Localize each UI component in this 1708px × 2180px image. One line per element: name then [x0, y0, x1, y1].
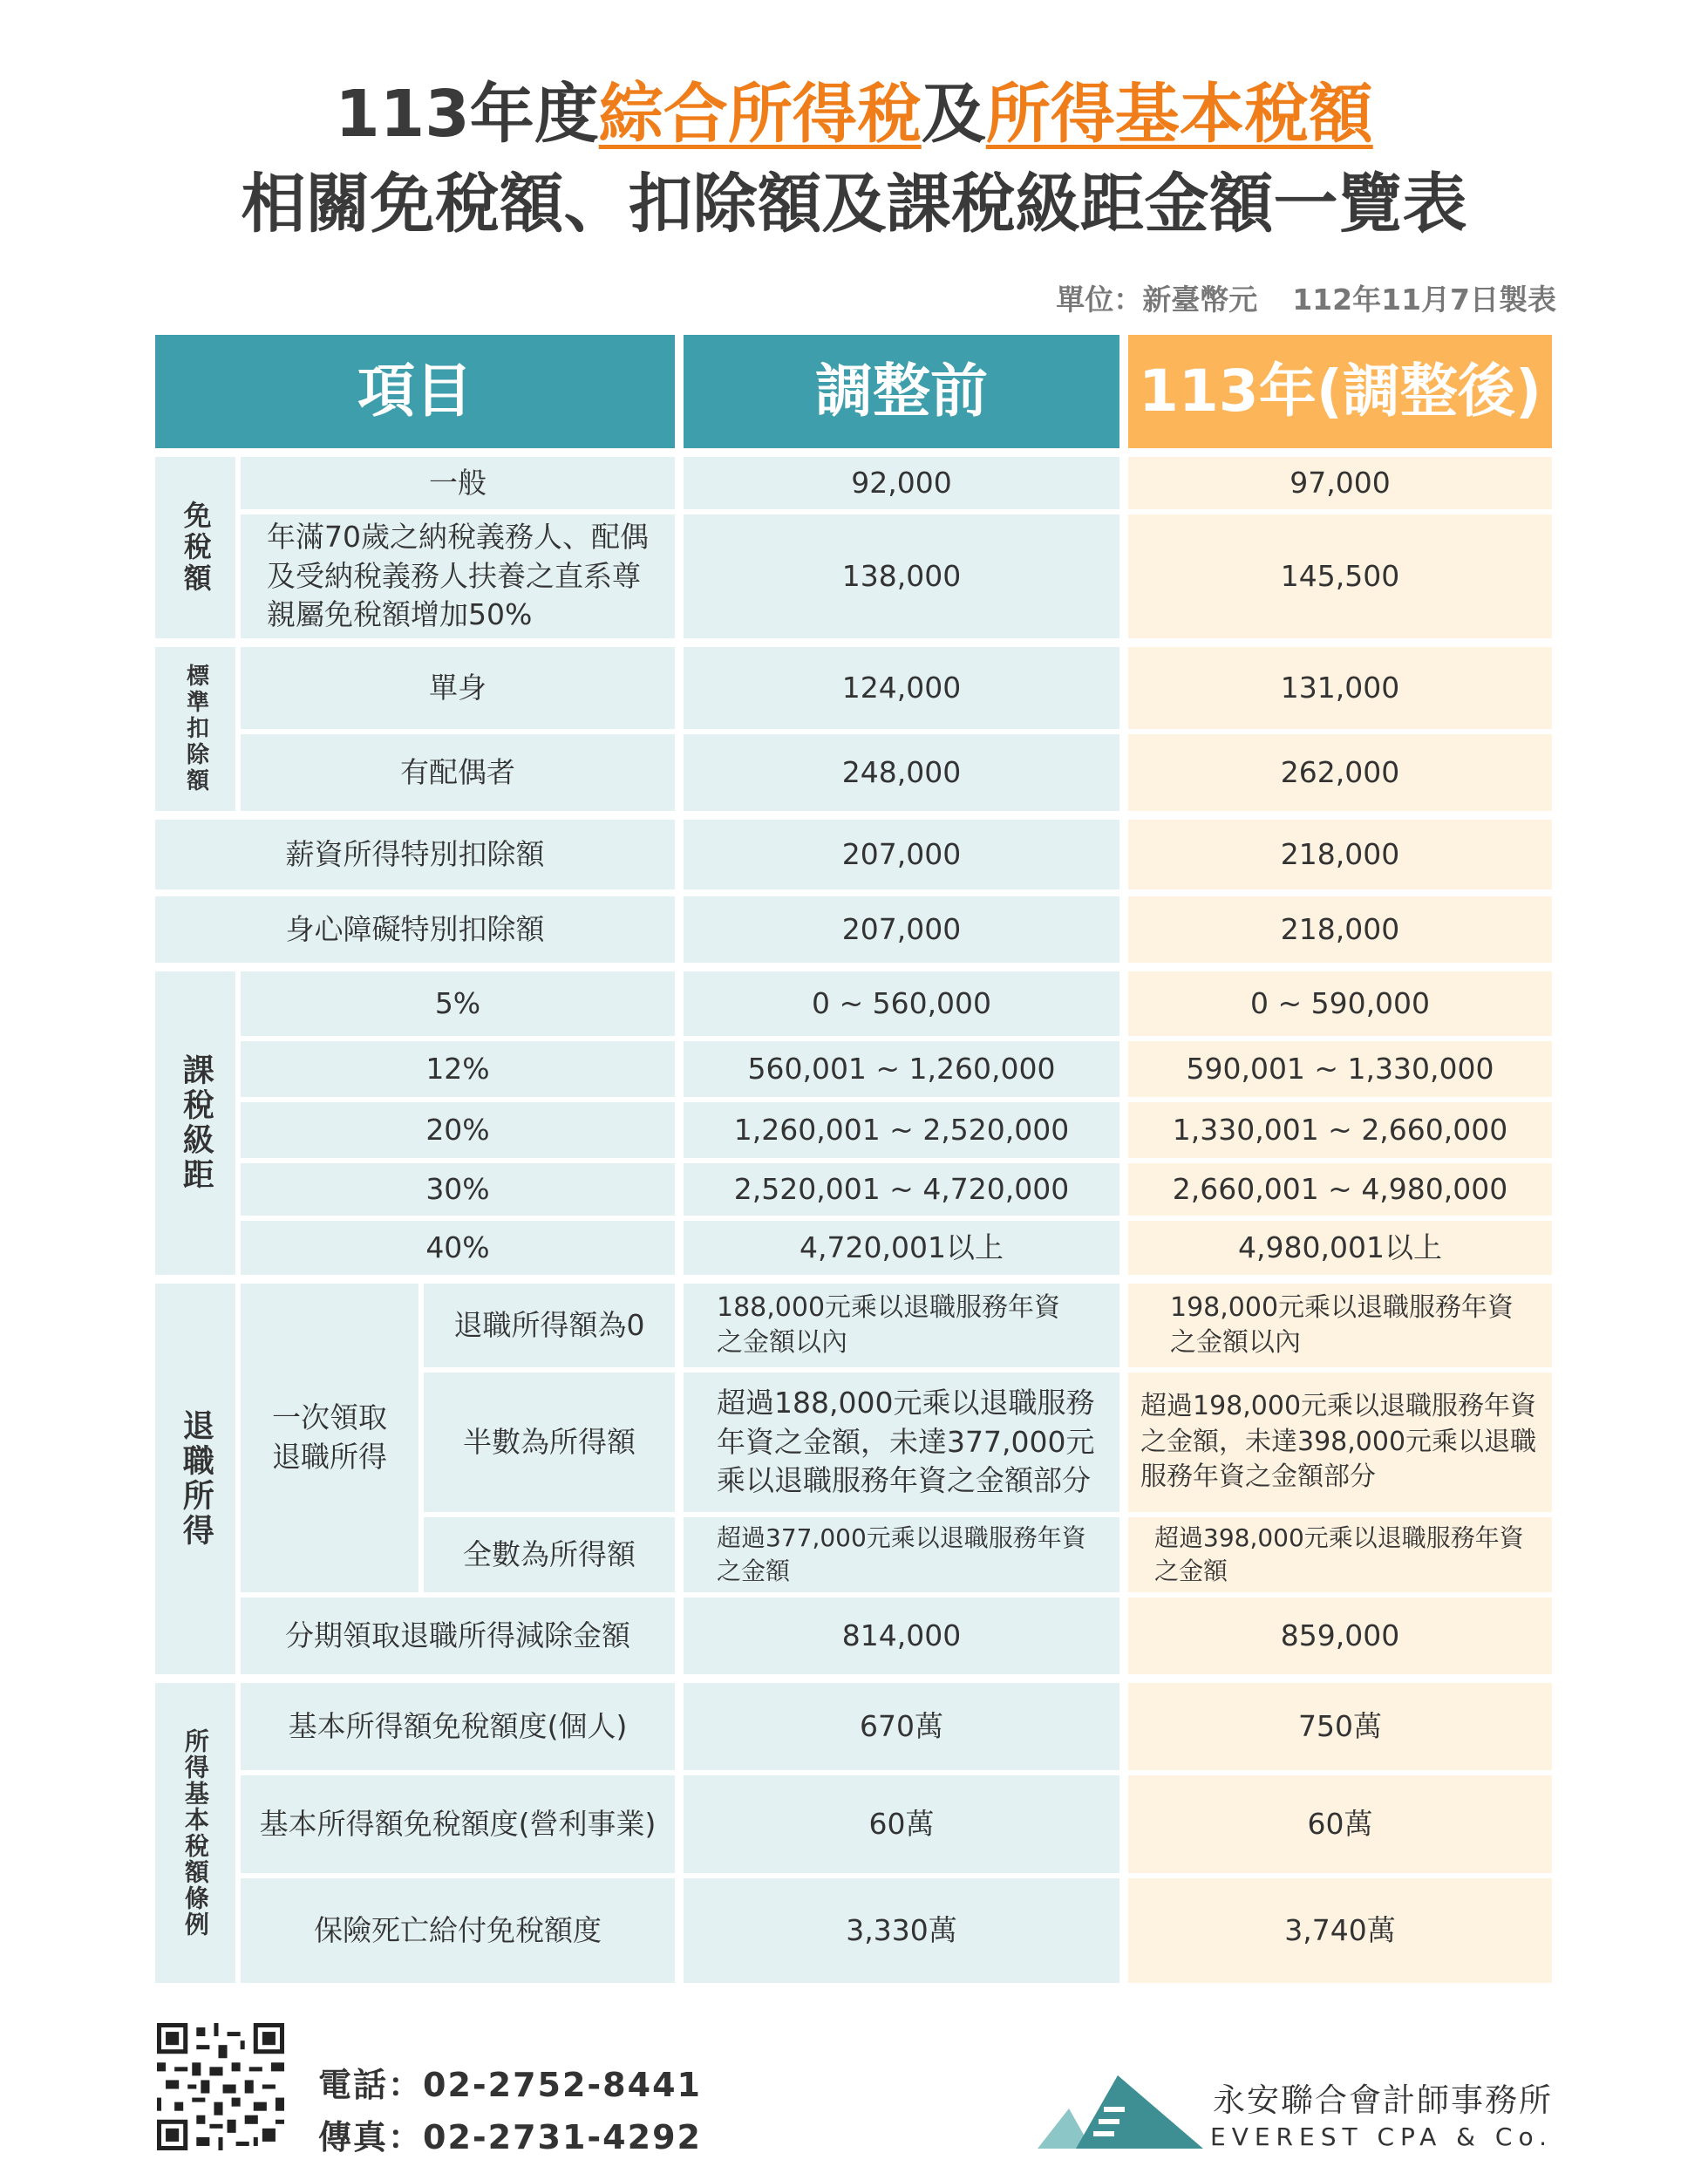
- mountain-logo-icon: [1038, 2068, 1203, 2152]
- retirement-half-before: 超過188,000元乘以退職服務年資之金額，未達377,000元乘以退職服務年資之金額部分: [684, 1373, 1119, 1512]
- standard-married-before: 248,000: [684, 734, 1119, 811]
- standard-single-before: 124,000: [684, 647, 1119, 729]
- unit-and-date: 單位：新臺幣元 112年11月7日製表: [1056, 283, 1556, 317]
- bracket-rate: 12%: [241, 1041, 675, 1097]
- standard-single-after: 131,000: [1128, 647, 1552, 729]
- retirement-installment-after: 859,000: [1128, 1598, 1552, 1674]
- header-item: 項目: [155, 335, 675, 448]
- bracket-after: 2,660,001 ~ 4,980,000: [1128, 1163, 1552, 1216]
- basic-individual-label: 基本所得額免稅額度(個人): [241, 1683, 675, 1770]
- bracket-rate: 40%: [241, 1221, 675, 1275]
- standard-single-label: 單身: [241, 647, 675, 729]
- retirement-zero-before: 188,000元乘以退職服務年資之金額以內: [684, 1284, 1119, 1367]
- retirement-zero-label: 退職所得額為0: [424, 1284, 675, 1367]
- retirement-half-after: 超過198,000元乘以退職服務年資之金額，未達398,000元乘以退職服務年資之金額部分: [1128, 1373, 1552, 1512]
- basic-enterprise-after: 60萬: [1128, 1775, 1552, 1873]
- standard-married-after: 262,000: [1128, 734, 1552, 811]
- bracket-before: 2,520,001 ~ 4,720,000: [684, 1163, 1119, 1216]
- exemption-general-after: 97,000: [1128, 457, 1552, 509]
- standard-married-label: 有配偶者: [241, 734, 675, 811]
- retirement-lump-sum-label: 一次領取退職所得: [241, 1284, 418, 1592]
- salary-before: 207,000: [684, 820, 1119, 889]
- exemption-elderly-before: 138,000: [684, 514, 1119, 638]
- bracket-after: 1,330,001 ~ 2,660,000: [1128, 1102, 1552, 1158]
- disability-before: 207,000: [684, 896, 1119, 963]
- highlight-income-tax: 綜合所得稅: [598, 77, 922, 152]
- salary-after: 218,000: [1128, 820, 1552, 889]
- basic-insurance-before: 3,330萬: [684, 1878, 1119, 1983]
- header-before: 調整前: [684, 335, 1119, 448]
- header-after: 113年(調整後): [1128, 335, 1552, 448]
- basic-insurance-label: 保險死亡給付免稅額度: [241, 1878, 675, 1983]
- basic-enterprise-before: 60萬: [684, 1775, 1119, 1873]
- firm-name-en: EVEREST CPA & Co.: [1210, 2122, 1553, 2151]
- retirement-zero-after: 198,000元乘以退職服務年資之金額以內: [1128, 1284, 1552, 1367]
- exemption-general-label: 一般: [241, 457, 675, 509]
- exemption-elderly-after: 145,500: [1128, 514, 1552, 638]
- group-tax-brackets: 課稅級距: [155, 971, 235, 1275]
- qr-code-icon: [157, 2023, 284, 2150]
- bracket-after: 0 ~ 590,000: [1128, 971, 1552, 1036]
- highlight-basic-tax: 所得基本稅額: [985, 77, 1373, 152]
- retirement-installment-label: 分期領取退職所得減除金額: [241, 1598, 675, 1674]
- group-retirement-income: 退職所得: [155, 1284, 235, 1674]
- retirement-full-after: 超過398,000元乘以退職服務年資之金額: [1128, 1517, 1552, 1592]
- retirement-full-before: 超過377,000元乘以退職服務年資之金額: [684, 1517, 1119, 1592]
- group-exemption: 免稅額: [155, 457, 235, 638]
- page-title-line2: 相關免稅額、扣除額及課稅級距金額一覽表: [241, 167, 1467, 242]
- group-basic-tax-act: 所得基本稅額條例: [155, 1683, 235, 1983]
- bracket-rate: 30%: [241, 1163, 675, 1216]
- basic-insurance-after: 3,740萬: [1128, 1878, 1552, 1983]
- page-title-line1: 113年度綜合所得稅及所得基本稅額: [335, 77, 1373, 152]
- basic-enterprise-label: 基本所得額免稅額度(營利事業): [241, 1775, 675, 1873]
- retirement-installment-before: 814,000: [684, 1598, 1119, 1674]
- salary-label: 薪資所得特別扣除額: [155, 820, 675, 889]
- bracket-after: 4,980,001以上: [1128, 1221, 1552, 1275]
- bracket-before: 4,720,001以上: [684, 1221, 1119, 1275]
- retirement-half-label: 半數為所得額: [424, 1373, 675, 1512]
- exemption-general-before: 92,000: [684, 457, 1119, 509]
- exemption-elderly-label: 年滿70歲之納稅義務人、配偶及受納稅義務人扶養之直系尊親屬免稅額增加50%: [241, 514, 675, 638]
- phone-number: 電話：02-2752-8441: [318, 2066, 702, 2104]
- disability-after: 218,000: [1128, 896, 1552, 963]
- bracket-before: 0 ~ 560,000: [684, 971, 1119, 1036]
- bracket-rate: 5%: [241, 971, 675, 1036]
- bracket-rate: 20%: [241, 1102, 675, 1158]
- fax-number: 傳真：02-2731-4292: [318, 2118, 702, 2156]
- group-standard-deduction: 標準扣除額: [155, 647, 235, 811]
- disability-label: 身心障礙特別扣除額: [155, 896, 675, 963]
- basic-individual-after: 750萬: [1128, 1683, 1552, 1770]
- bracket-before: 1,260,001 ~ 2,520,000: [684, 1102, 1119, 1158]
- retirement-full-label: 全數為所得額: [424, 1517, 675, 1592]
- bracket-before: 560,001 ~ 1,260,000: [684, 1041, 1119, 1097]
- bracket-after: 590,001 ~ 1,330,000: [1128, 1041, 1552, 1097]
- firm-name-zh: 永安聯合會計師事務所: [1213, 2081, 1553, 2119]
- basic-individual-before: 670萬: [684, 1683, 1119, 1770]
